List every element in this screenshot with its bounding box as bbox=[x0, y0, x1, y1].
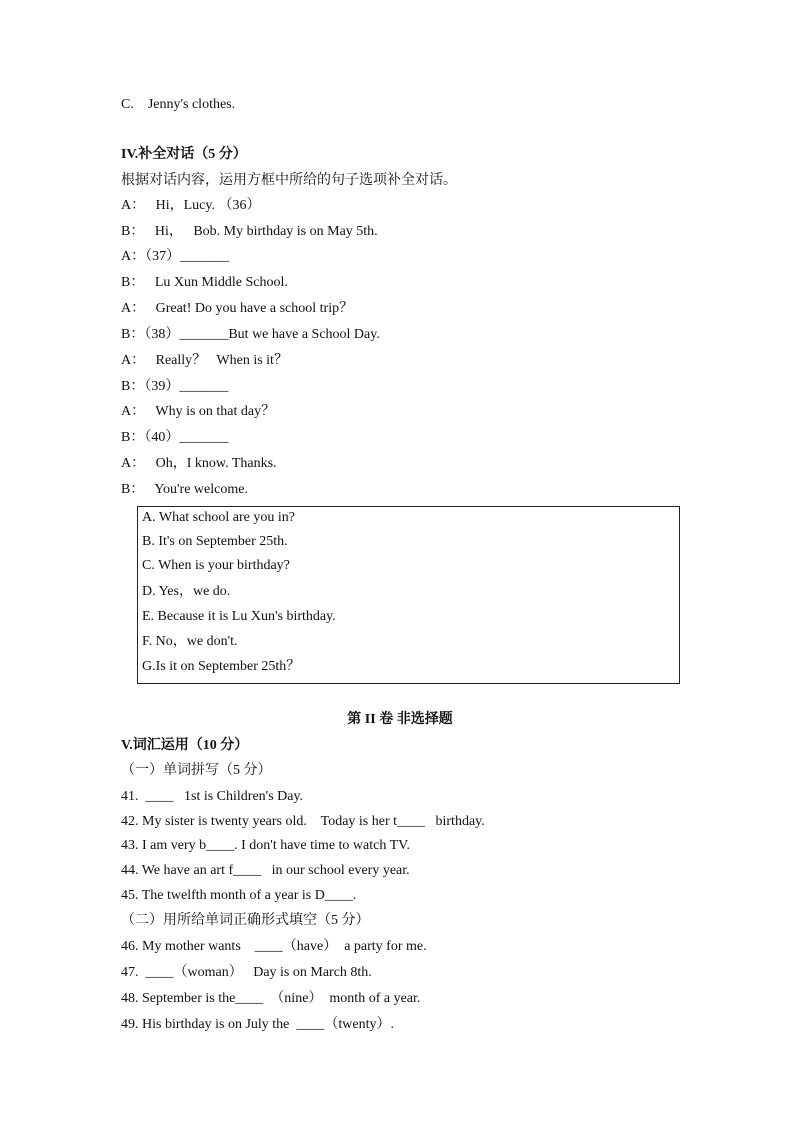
option-line: C. When is your birthday? bbox=[142, 558, 290, 573]
question-line: 45. The twelfth month of a year is D____. bbox=[121, 888, 357, 903]
question-line: 46. My mother wants ____（have） a party for me. bbox=[121, 939, 427, 954]
dialogue-line: B：（40）_______ bbox=[121, 430, 229, 445]
subsection-title: （二）用所给单词正确形式填空（5 分） bbox=[121, 913, 370, 928]
dialogue-line: B：（38）_______But we have a School Day. bbox=[121, 327, 380, 342]
options-box bbox=[137, 506, 680, 684]
option-line: E. Because it is Lu Xun's birthday. bbox=[142, 609, 336, 624]
dialogue-line: A：（37）_______ bbox=[121, 249, 230, 264]
option-line: A. What school are you in? bbox=[142, 510, 295, 525]
dialogue-line: A： Great! Do you have a school trip？ bbox=[121, 301, 354, 316]
dialogue-line: B： Hi， Bob. My birthday is on May 5th. bbox=[121, 224, 378, 239]
question-line: 47. ____（woman） Day is on March 8th. bbox=[121, 965, 372, 980]
question-line: 48. September is the____ （nine） month of a year. bbox=[121, 991, 421, 1006]
question-line: 43. I am very b____. I don't have time to watch TV. bbox=[121, 838, 410, 853]
option-line: F. No，we don't. bbox=[142, 634, 238, 649]
dialogue-line: B：（39）_______ bbox=[121, 379, 229, 394]
dialogue-line: A： Hi，Lucy. （36） bbox=[121, 198, 261, 213]
question-line: 42. My sister is twenty years old. Today is her t____ birthday. bbox=[121, 814, 485, 829]
subsection-title: （一）单词拼写（5 分） bbox=[121, 763, 272, 778]
top-option-line: C. Jenny's clothes. bbox=[121, 97, 236, 112]
dialogue-line: B： You're welcome. bbox=[121, 482, 248, 497]
dialogue-line: A： Really？ When is it？ bbox=[121, 353, 288, 368]
dialogue-line: A： Why is on that day？ bbox=[121, 404, 276, 419]
dialogue-line: A： Oh，I know. Thanks. bbox=[121, 456, 277, 471]
option-line: D. Yes，we do. bbox=[142, 584, 231, 599]
option-line: G.Is it on September 25th？ bbox=[142, 659, 301, 674]
section-v-title: V.词汇运用（10 分） bbox=[121, 738, 249, 753]
part-ii-title: 第 II 卷 非选择题 bbox=[347, 712, 453, 727]
question-line: 49. His birthday is on July the ____（twenty）. bbox=[121, 1017, 394, 1032]
question-line: 44. We have an art f____ in our school every year. bbox=[121, 863, 410, 878]
option-line: B. It's on September 25th. bbox=[142, 534, 288, 549]
section-iv-title: IV.补全对话（5 分） bbox=[121, 147, 247, 162]
question-line: 41. ____ 1st is Children's Day. bbox=[121, 789, 304, 804]
section-iv-instruction: 根据对话内容，运用方框中所给的句子选项补全对话。 bbox=[121, 173, 457, 188]
dialogue-line: B： Lu Xun Middle School. bbox=[121, 275, 288, 290]
